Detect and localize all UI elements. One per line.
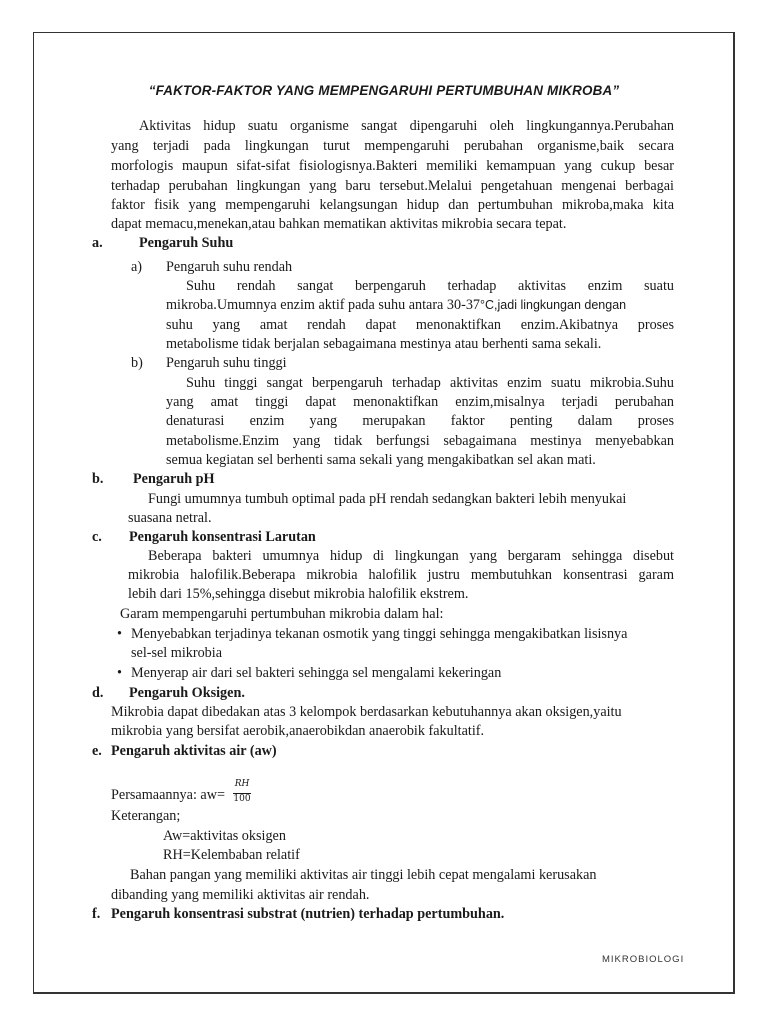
keterangan-label: Keterangan; (111, 808, 181, 824)
subsection-b-line: Suhu tinggi sangat berpengaruh terhadap aktivitas enzim suatu mikrobia.Suhu (186, 375, 674, 391)
subsection-b-heading: Pengaruh suhu tinggi (166, 355, 287, 371)
section-b-line: Fungi umumnya tumbuh optimal pada pH rendah sedangkan bakteri lebih menyukai (148, 491, 627, 507)
section-b-line: suasana netral. (128, 510, 212, 526)
subsection-b-line: metabolisme.Enzim yang tidak berfungsi sebagaimana mestinya menyebabkan (166, 433, 674, 449)
definition-item: RH=Kelembaban relatif (163, 847, 300, 863)
section-d-line: mikrobia yang bersifat aerobik,anaerobikdan anaerobik fakultatif. (111, 723, 485, 739)
definition-item: Aw=aktivitas oksigen (163, 828, 286, 844)
subsection-a-line: metabolisme tidak berjalan sebagaimana mestinya atau berhenti sama sekali. (166, 336, 602, 352)
subsection-b-line: semua kegiatan sel berhenti sama sekali yang mengakibatkan sel akan mati. (166, 452, 596, 468)
section-e-heading: Pengaruh aktivitas air (aw) (111, 743, 277, 759)
intro-line: faktor fisik yang mempengaruhi kelangsungan hidup dan pertumbuhan mikroba,maka kita (111, 197, 674, 213)
intro-line: Aktivitas hidup suatu organisme sangat dipengaruhi oleh lingkungannya.Perubahan (139, 118, 674, 134)
bullet-item: Menyebabkan terjadinya tekanan osmotik yang tinggi sehingga mengakibatkan lisisnya (131, 626, 628, 642)
subsection-a-label: a) (131, 259, 143, 275)
page-title: “FAKTOR-FAKTOR YANG MEMPENGARUHI PERTUMBUHAN MIKROBA” (148, 83, 620, 98)
intro-line: yang terjadi pada lingkungan turut mempengaruhi perubahan organisme,baik secara (111, 138, 674, 154)
intro-line: dapat memacu,menekan,atau bahkan mematikan aktivitas mikrobia secara tepat. (111, 216, 567, 232)
subsection-b-line: denaturasi enzim yang merupakan faktor penting dalam proses (166, 413, 674, 429)
section-c-line: Beberapa bakteri umumnya hidup di lingkungan yang bergaram sehingga disebut (148, 548, 674, 564)
subsection-a-line: mikroba.Umumnya enzim aktif pada suhu antara 30-37°C,jadi lingkungan dengan (166, 297, 627, 313)
bullet-item: sel-sel mikrobia (131, 645, 223, 661)
section-f-heading: Pengaruh konsentrasi substrat (nutrien) terhadap pertumbuhan. (111, 906, 505, 922)
section-c-line: lebih dari 15%,sehingga disebut mikrobia halofilik ekstrem. (128, 586, 469, 602)
subsection-b-label: b) (131, 355, 143, 371)
formula-denominator: 100 (233, 794, 251, 804)
section-c-line: Garam mempengaruhi pertumbuhan mikrobia dalam hal: (120, 606, 444, 622)
formula-numerator: RH (234, 779, 250, 789)
subsection-a-line: Suhu rendah sangat berpengaruh terhadap aktivitas enzim suatu (186, 278, 674, 294)
section-d-label: d. (92, 685, 104, 701)
bullet-item: Menyerap air dari sel bakteri sehingga sel mengalami kekeringan (131, 665, 502, 681)
subsection-b-line: yang amat tinggi dapat menonaktifkan enzim,misalnya terjadi perubahan (166, 394, 674, 410)
subsection-a-line: suhu yang amat rendah dapat menonaktifkan enzim.Akibatnya proses (166, 317, 674, 333)
section-b-heading: Pengaruh pH (133, 471, 215, 487)
section-a-heading: Pengaruh Suhu (139, 235, 234, 251)
section-c-line: mikrobia halofilik.Beberapa mikrobia halofilik justru membutuhkan konsentrasi garam (128, 567, 674, 583)
formula-prefix: Persamaannya: aw= (111, 787, 225, 803)
section-d-heading: Pengaruh Oksigen. (129, 685, 245, 701)
section-c-heading: Pengaruh konsentrasi Larutan (129, 529, 316, 545)
section-e-line: dibanding yang memiliki aktivitas air rendah. (111, 887, 370, 903)
section-d-line: Mikrobia dapat dibedakan atas 3 kelompok berdasarkan kebutuhannya akan oksigen,yaitu (111, 704, 622, 720)
section-c-label: c. (92, 529, 102, 545)
intro-line: terhadap perubahan lingkungan yang baru tersebut.Melalui pengetahuan mengenai berbagai (111, 178, 674, 194)
section-f-label: f. (92, 906, 101, 922)
section-e-label: e. (92, 743, 102, 759)
intro-line: morfologis maupun sifat-sifat fisiologisnya.Bakteri memiliki kemampuan yang cukup besar (111, 158, 674, 174)
bullet-icon: • (117, 665, 122, 681)
section-a-label: a. (92, 235, 103, 251)
bullet-icon: • (117, 626, 122, 642)
page-footer: MIKROBIOLOGI (602, 954, 685, 965)
section-b-label: b. (92, 471, 104, 487)
subsection-a-heading: Pengaruh suhu rendah (166, 259, 293, 275)
section-e-line: Bahan pangan yang memiliki aktivitas air tinggi lebih cepat mengalami kerusakan (130, 867, 597, 883)
